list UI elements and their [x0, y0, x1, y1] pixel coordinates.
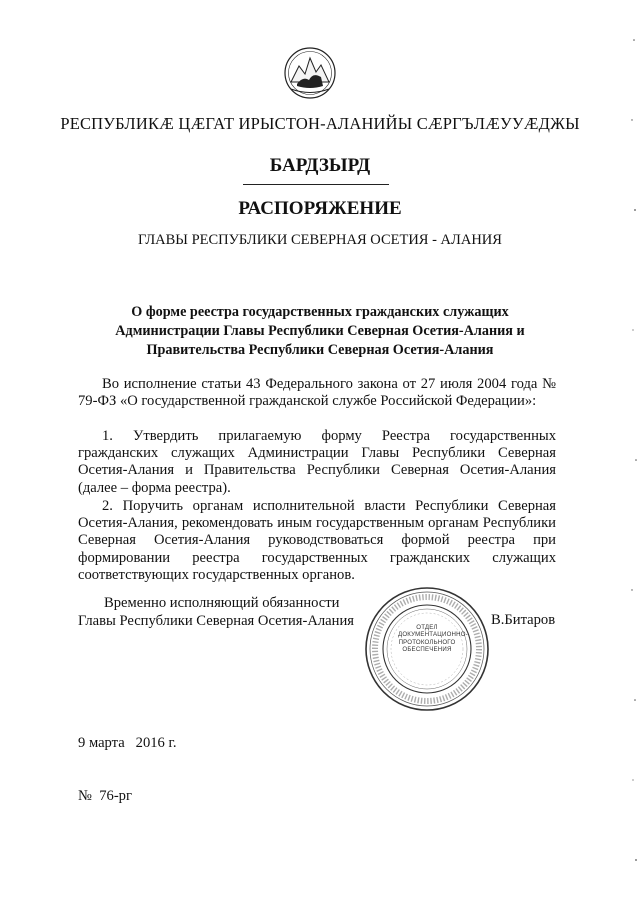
- item-2-paragraph: 2. Поручить органам исполнительной власти Республики Северная Осетия-Алания, рекомендовать иным государственным органам Республики Северная Осетия-Алания руководствоваться формой реестра при формировании реестра государственных гражданских служащих соответствующих государственных органов.: [78, 498, 556, 583]
- title-line-3: Правительства Республики Северная Осетия-Алания: [146, 341, 494, 358]
- body-item-1: [78, 428, 556, 497]
- title-line-1: О форме реестра государственных гражданских служащих: [131, 304, 509, 320]
- doc-type-russian: РАСПОРЯЖЕНИЕ: [238, 198, 402, 219]
- position-line-2: Главы Республики Северная Осетия-Алания: [78, 613, 354, 629]
- intro-paragraph: Во исполнение статьи 43 Федерального закона от 27 июля 2004 года № 79-ФЗ «О государственной гражданской службе Российской Федерации»:: [78, 376, 556, 410]
- header-divider: [243, 184, 389, 185]
- doc-type-ossetian: БАРДЗЫРД: [269, 155, 371, 176]
- body-item-2: [78, 498, 556, 584]
- republic-emblem: [283, 44, 337, 102]
- document-date: 9 марта 2016 г.: [78, 735, 177, 751]
- republic-name-ossetian: РЕСПУБЛИКÆ ЦÆГАТ ИРЫСТОН-АЛАНИЙЫ СÆРГЪЛÆУУÆДЖЫ: [60, 114, 580, 133]
- document-title: [86, 303, 554, 359]
- stamp-line-2: ДОКУМЕНТАЦИОННО-: [398, 631, 468, 639]
- stamp-line-1: ОТДЕЛ: [416, 624, 438, 631]
- item-1-paragraph: 1. Утвердить прилагаемую форму Реестра государственных гражданских служащих Администрации Главы Республики Северная Осетия-Алания и Правительства Республики Северная Осетия-Алания (далее – форма реестра).: [78, 428, 556, 496]
- issuer-line: ГЛАВЫ РЕСПУБЛИКИ СЕВЕРНАЯ ОСЕТИЯ - АЛАНИЯ: [138, 232, 502, 248]
- title-line-2: Администрации Главы Республики Северная Осетия-Алания и: [115, 322, 525, 339]
- stamp-center-text: [398, 624, 468, 654]
- document-number: № 76-рг: [78, 788, 132, 804]
- stamp-line-4: ОБЕСПЕЧЕНИЯ: [402, 646, 452, 654]
- position-line-1: Временно исполняющий обязанности: [104, 595, 340, 611]
- body-intro: [78, 376, 556, 410]
- stamp-line-3: ПРОТОКОЛЬНОГО: [398, 638, 456, 646]
- scan-edge-marks: [620, 0, 640, 905]
- signer-name: В.Битаров: [491, 612, 556, 628]
- signature-position: [78, 594, 354, 630]
